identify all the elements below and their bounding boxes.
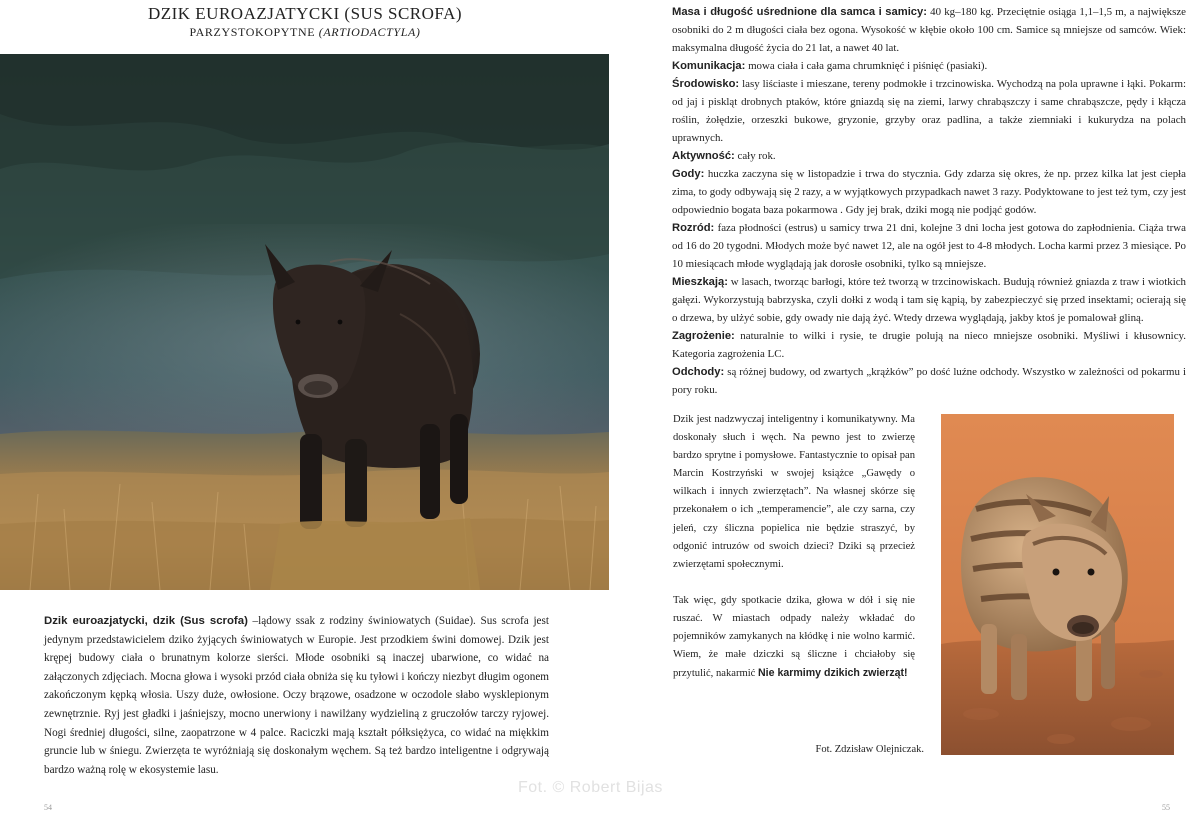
- fact-habitat: [672, 75, 1186, 147]
- wild-boar-photo: [0, 54, 609, 590]
- fact-reproduction: [672, 219, 1186, 273]
- fact-label: Aktywność:: [672, 150, 735, 162]
- piglet-photo: [941, 414, 1174, 755]
- fact-label: Środowisko:: [672, 78, 740, 90]
- fact-label: Zagrożenie:: [672, 330, 735, 342]
- fact-label: Rozród:: [672, 222, 715, 234]
- page-number-left: 54: [44, 803, 52, 812]
- page-number-right: 55: [1162, 803, 1170, 812]
- story-paragraph-2: [673, 592, 915, 683]
- intro-paragraph: [44, 612, 549, 779]
- story-text: [673, 411, 915, 701]
- intro-text: –lądowy ssak z rodziny świniowatych (Suidae). Sus scrofa jest jedynym przedstawicielem dziko żyjących świniowatych w Europie. Jest przodkiem świni domowej. Dzik jest krępej budowy ciała o brunatnym kolorze sierści. Młode osobniki są inaczej ubarwione, co widać na załączonych zdjęciach. Mocna głowa i wysoki przód ciała obniża się ku tyłowi i kończy niezbyt długim ogonem zakończonym kępką włosia. Uszy duże, owłosione. Oczy brązowe, osadzone w oczodole słabo wysklepionym zewnętrznie. Ryj jest gładki i jaśniejszy, mocno unerwiony i nawilżany wydzieliną z gruczołów tarczy ryjowej. Nogi średniej długości, silne, zaopatrzone w 4 palce. Raciczki mają kształt półksiężyca, co widać na miękkim gruncie lub w śniegu. Zwierzęta te wyróżniają się doskonałym węchem. Są też bardzo inteligentne i odgrywają bardzo ważną rolę w ekosystemie lasu.: [44, 615, 549, 776]
- fact-text: mowa ciała i cała gama chrumknięć i piśnięć (pasiaki).: [745, 60, 988, 72]
- fact-communication: [672, 57, 1186, 75]
- fact-mass: [672, 3, 1186, 57]
- fact-label: Mieszkają:: [672, 276, 728, 288]
- fact-label: Odchody:: [672, 366, 725, 378]
- fact-label: Komunikacja:: [672, 60, 746, 72]
- fact-threats: [672, 327, 1186, 363]
- photo-caption: Fot. Zdzisław Olejniczak.: [815, 744, 924, 755]
- facts-list: [672, 3, 1186, 399]
- fact-text: cały rok.: [734, 150, 776, 162]
- photo-watermark: Fot. © Robert Bijas: [518, 779, 663, 796]
- story-paragraph-2-text: Tak więc, gdy spotkacie dzika, głowa w dół i się nie ruszać. W miastach odpady należy wkładać do pojemników zamykanych na kłódkę i nie wolno karmić. Wiem, że małe dziczki są śliczne i chciałoby się przytulić, nakarmić: [673, 594, 915, 680]
- story-warning: Nie karmimy dzikich zwierząt!: [758, 667, 908, 680]
- fact-activity: [672, 147, 1186, 165]
- fact-text: huczka zaczyna się w listopadzie i trwa do stycznia. Gdy zdarza się okres, że np. przez kilka lat jest ciepła zima, to gody odbywają się 2 razy, a w wyjątkowych przypadkach nawet 3 razy. Podyktowane to jest też tym, czy jest odpowiednio bogata baza pokarmowa . Gdy jej brak, dziki mogą nie podjąć godów.: [672, 168, 1186, 216]
- fact-text: 40 kg–180 kg. Przeciętnie osiąga 1,1–1,5 m, a największe osobniki do 2 m długości ciała bez ogona. Wysokość w kłębie około 100 cm. Samice są mniejsze od samców. Wiek: maksymalna długość życia do 21 lat, a nawet 40 lat.: [672, 6, 1187, 54]
- fact-text: są różnej budowy, od zwartych „krążków” po dość luźne odchody. Wszystko w zależności od pokarmu i pory roku.: [672, 366, 1186, 396]
- right-page: [610, 0, 1200, 815]
- page-title: DZIK EUROAZJATYCKI (SUS SCROFA): [147, 4, 463, 23]
- page-subtitle: [0, 25, 610, 40]
- fact-label: Gody:: [672, 168, 705, 180]
- intro-bold: Dzik euroazjatycki, dzik (Sus scrofa): [44, 615, 248, 627]
- subtitle-order: PARZYSTOKOPYTNE: [189, 25, 319, 39]
- fact-mating: [672, 165, 1186, 219]
- fact-living: [672, 273, 1186, 327]
- fact-text: naturalnie to wilki i rysie, te drugie polują na nieco mniejsze osobniki. Myśliwi i kłusownicy. Kategoria zagrożenia LC.: [672, 330, 1186, 360]
- fact-droppings: [672, 363, 1186, 399]
- fact-label: Masa i długość uśrednione dla samca i samicy:: [672, 6, 927, 18]
- subtitle-latin: (ARTIODACTYLA): [318, 25, 421, 39]
- fact-text: lasy liściaste i mieszane, tereny podmokłe i trzcinowiska. Wychodzą na pola uprawne i łąki. Pokarm: od jaj i piskląt drobnych ptaków, które gniazdą się na ziemi, larwy chrabąszczy i same chrabąszcze, pędy i kłącza roślin, żołędzie, orzeszki bukowe, gryzonie, grzyby oraz padlina, a także ziemniaki i kukurydza na polach uprawnych.: [672, 78, 1186, 144]
- fact-text: w lasach, tworząc barłogi, które też tworzą w trzcinowiskach. Budują również gniazda z traw i wiotkich gałęzi. Wykorzystują babrzyska, czyli dołki z wodą i tam się kąpią, by zabezpieczyć się przed insektami; ocierają się o drzewa, by ulżyć sobie, gdy owady nie dają żyć. Wtedy drzewa wyglądają, jakby ktoś je pomalował gliną.: [672, 276, 1186, 324]
- fact-text: faza płodności (estrus) u samicy trwa 21 dni, kolejne 3 dni locha jest gotowa do zapłodnienia. Ciąża trwa od 16 do 20 tygodni. Młodych może być nawet 12, ale na ogół jest to 4-8 młodych. Locha karmi przez 3 miesiące. Po 10 miesiącach młode wyglądają jak dorosłe osobniki, tylko są mniejsze.: [672, 222, 1186, 270]
- story-paragraph-1: Dzik jest nadzwyczaj inteligentny i komunikatywny. Ma doskonały słuch i węch. Na pewno jest to zwierzę bardzo sprytne i pomysłowe. Fantastycznie to opisał pan Marcin Kostrzyński w swojej książce „Gawędy o wilkach i innych zwierzętach”. Na własnej skórze się przekonałem o ich „temperamencie”, ale czy sarna, czy jeleń, czy śliczna popielica nie będzie straszyć, by odgonić intruzów od swoich dzieci? Dziki są przecież zwierzętami społecznymi.: [673, 414, 915, 570]
